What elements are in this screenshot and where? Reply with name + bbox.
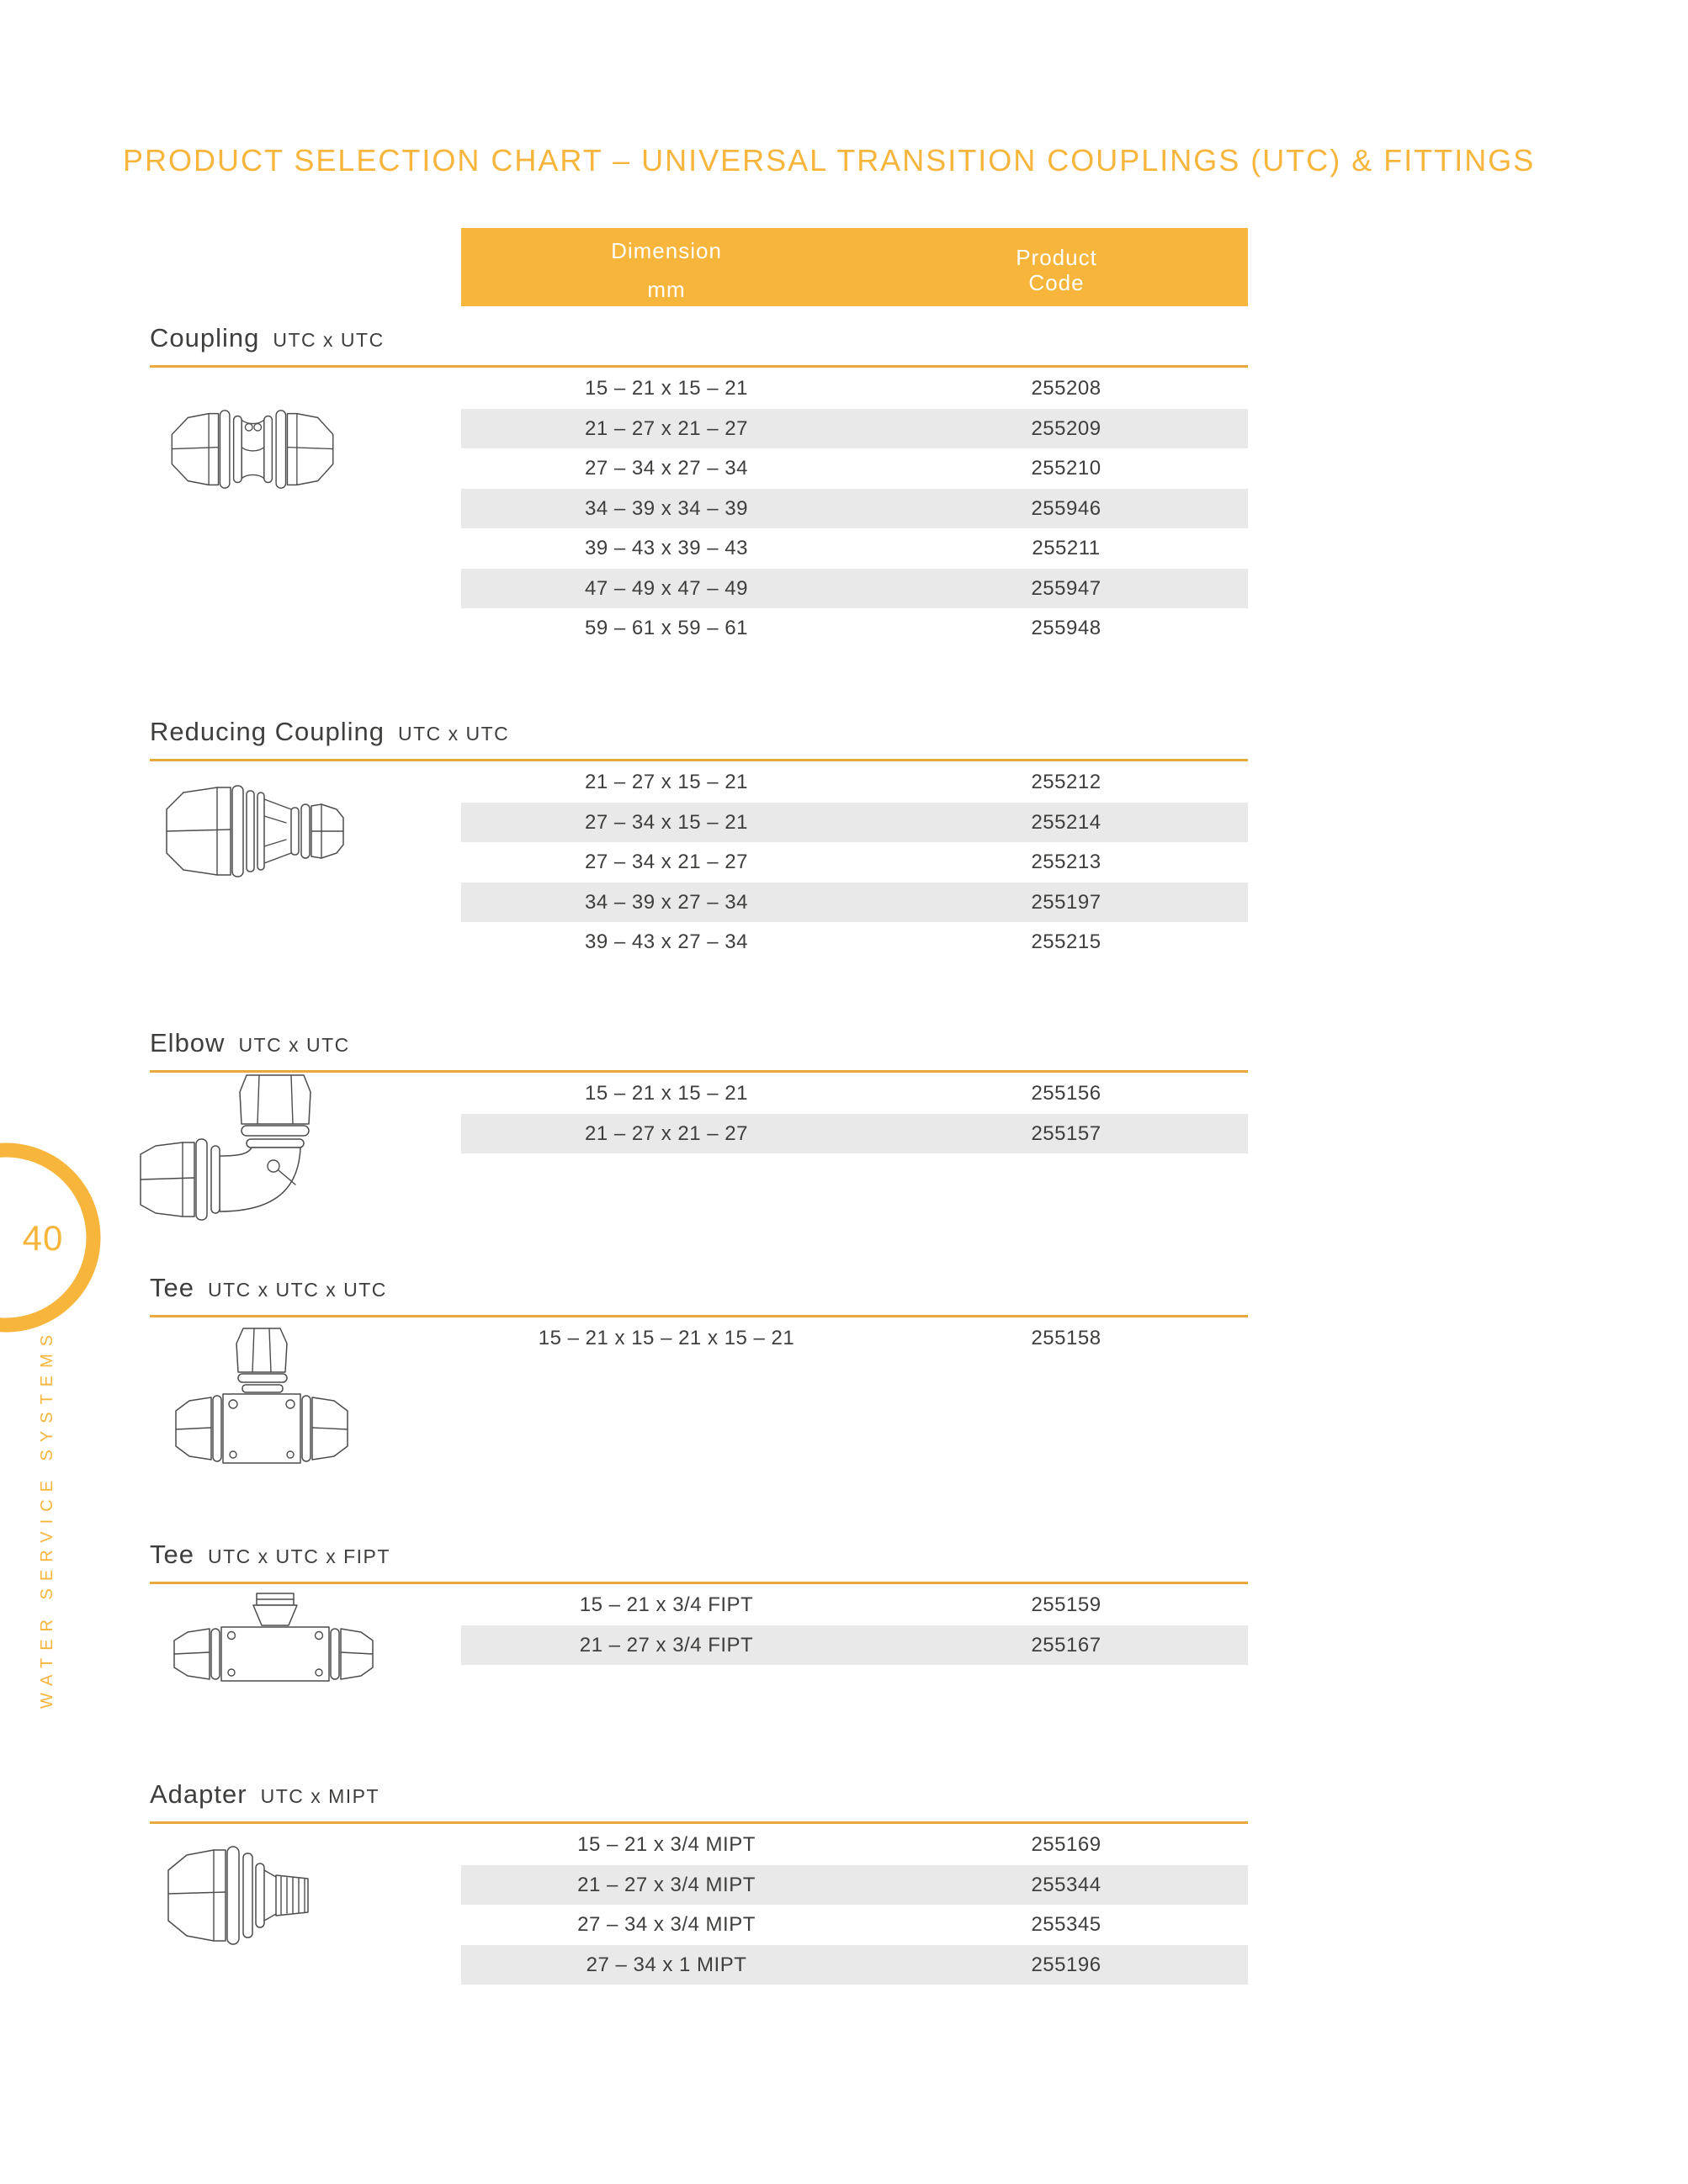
section-subtitle: UTC x MIPT xyxy=(260,1785,380,1807)
section-title: Adapter xyxy=(150,1779,247,1809)
product-section xyxy=(0,1273,1688,1349)
elbow-illustration xyxy=(139,1073,337,1246)
section-underline xyxy=(150,1315,1248,1317)
reducing-coupling-illustration xyxy=(165,784,346,878)
dimension-cell: 27 – 34 x 3/4 MIPT xyxy=(577,1913,756,1936)
dimension-cell: 39 – 43 x 27 – 34 xyxy=(585,930,748,953)
table-row xyxy=(461,762,1248,803)
dimension-column-header xyxy=(461,228,872,306)
tee-illustration xyxy=(173,1327,370,1470)
dimension-cell: 15 – 21 x 15 – 21 xyxy=(585,377,748,400)
table-row xyxy=(461,1585,1248,1625)
page-number: 40 xyxy=(22,1218,64,1258)
dimension-cell: 34 – 39 x 27 – 34 xyxy=(585,890,748,914)
table-row xyxy=(461,1905,1248,1945)
product-code-cell: 255211 xyxy=(1032,537,1101,559)
table-row xyxy=(461,569,1248,609)
table-row xyxy=(461,1073,1248,1114)
section-subtitle: UTC x UTC xyxy=(238,1034,350,1056)
section-heading xyxy=(150,1028,350,1065)
section-rows xyxy=(461,368,1248,649)
dimension-cell: 27 – 34 x 1 MIPT xyxy=(586,1953,747,1976)
section-subtitle: UTC x UTC xyxy=(273,329,385,351)
product-code-cell: 255196 xyxy=(1031,1953,1101,1976)
section-title: Tee xyxy=(150,1273,194,1302)
product-code-cell: 255157 xyxy=(1031,1121,1101,1145)
dimension-cell: 15 – 21 x 15 – 21 x 15 – 21 xyxy=(538,1327,795,1349)
product-code-column-header xyxy=(865,228,1248,306)
product-code-cell: 255208 xyxy=(1031,377,1101,400)
section-heading xyxy=(150,1779,380,1816)
dimension-cell: 27 – 34 x 21 – 27 xyxy=(585,851,748,873)
product-section xyxy=(0,1028,1688,1145)
dimension-cell: 39 – 43 x 39 – 43 xyxy=(585,537,748,559)
dimension-cell: 21 – 27 x 21 – 27 xyxy=(585,416,748,440)
product-code-cell: 255212 xyxy=(1031,771,1101,793)
section-subtitle: UTC x UTC x UTC xyxy=(207,1279,387,1301)
section-title: Coupling xyxy=(150,323,260,353)
table-row xyxy=(461,489,1248,529)
dimension-cell: 15 – 21 x 3/4 MIPT xyxy=(577,1833,756,1856)
product-code-cell: 255345 xyxy=(1031,1913,1101,1936)
product-code-cell: 255947 xyxy=(1031,576,1101,600)
table-row xyxy=(461,922,1248,962)
section-underline xyxy=(150,1821,1248,1824)
section-title: Reducing Coupling xyxy=(150,717,385,746)
product-section xyxy=(0,323,1688,639)
table-row xyxy=(461,1945,1248,1985)
product-code-cell: 255215 xyxy=(1031,930,1101,953)
product-section xyxy=(0,1540,1688,1657)
section-rows xyxy=(461,1585,1248,1665)
product-code-cell: 255948 xyxy=(1031,617,1101,639)
dimension-cell: 21 – 27 x 15 – 21 xyxy=(585,771,748,793)
product-code-cell: 255167 xyxy=(1031,1633,1101,1657)
product-code-cell: 255214 xyxy=(1031,810,1101,834)
table-row xyxy=(461,368,1248,409)
product-code-cell: 255946 xyxy=(1031,496,1101,520)
table-row xyxy=(461,842,1248,883)
dimension-cell: 15 – 21 x 3/4 FIPT xyxy=(579,1593,754,1616)
dimension-cell: 27 – 34 x 15 – 21 xyxy=(585,810,748,834)
section-title: Elbow xyxy=(150,1028,226,1058)
tee-fipt-illustration xyxy=(173,1592,374,1688)
section-underline xyxy=(150,1582,1248,1584)
dimension-cell: 27 – 34 x 27 – 34 xyxy=(585,457,748,480)
code-header-label: Code xyxy=(1028,270,1085,295)
section-rows xyxy=(461,1825,1248,1985)
table-row xyxy=(461,1625,1248,1666)
dimension-header-label: Dimension xyxy=(611,238,722,263)
adapter-illustration xyxy=(165,1845,342,1946)
section-heading xyxy=(150,1540,390,1577)
section-rows xyxy=(461,1073,1248,1153)
product-code-cell: 255197 xyxy=(1031,890,1101,914)
product-code-cell: 255344 xyxy=(1031,1873,1101,1896)
dimension-cell: 59 – 61 x 59 – 61 xyxy=(585,617,748,639)
product-code-cell: 255209 xyxy=(1031,416,1101,440)
table-row xyxy=(461,1865,1248,1906)
section-underline xyxy=(150,365,1248,368)
product-code-cell: 255158 xyxy=(1031,1327,1101,1349)
product-header-label: Product xyxy=(1016,245,1097,270)
section-subtitle: UTC x UTC xyxy=(397,723,510,745)
table-row xyxy=(461,528,1248,569)
section-rows xyxy=(461,1318,1248,1359)
section-subtitle: UTC x UTC x FIPT xyxy=(207,1545,390,1567)
section-heading xyxy=(150,323,385,360)
page-title: PRODUCT SELECTION CHART – UNIVERSAL TRANSITION COUPLINGS (UTC) & FITTINGS xyxy=(123,143,1536,178)
dimension-cell: 21 – 27 x 21 – 27 xyxy=(585,1121,748,1145)
dimension-cell: 15 – 21 x 15 – 21 xyxy=(585,1082,748,1105)
table-header xyxy=(461,228,1248,306)
table-row xyxy=(461,409,1248,449)
table-row xyxy=(461,608,1248,649)
product-code-cell: 255159 xyxy=(1031,1593,1101,1616)
product-section xyxy=(0,717,1688,953)
section-rows xyxy=(461,762,1248,962)
product-code-cell: 255169 xyxy=(1031,1833,1101,1856)
dimension-cell: 21 – 27 x 3/4 MIPT xyxy=(577,1873,756,1896)
section-underline xyxy=(150,759,1248,761)
table-row xyxy=(461,883,1248,923)
section-heading xyxy=(150,1273,387,1310)
table-row xyxy=(461,1825,1248,1865)
product-section xyxy=(0,1779,1688,1976)
table-row xyxy=(461,803,1248,843)
table-row xyxy=(461,448,1248,489)
dimension-cell: 21 – 27 x 3/4 FIPT xyxy=(579,1633,754,1657)
product-code-cell: 255156 xyxy=(1031,1082,1101,1105)
section-underline xyxy=(150,1070,1248,1073)
sidebar-vertical-text: WATER SERVICE SYSTEMS xyxy=(38,1327,56,1709)
dimension-cell: 34 – 39 x 34 – 39 xyxy=(585,496,748,520)
section-title: Tee xyxy=(150,1540,194,1569)
dimension-unit-label: mm xyxy=(647,277,686,302)
table-row xyxy=(461,1114,1248,1154)
section-heading xyxy=(150,717,509,754)
table-row xyxy=(461,1318,1248,1359)
product-code-cell: 255210 xyxy=(1031,457,1101,480)
coupling-illustration xyxy=(167,407,339,491)
product-code-cell: 255213 xyxy=(1031,851,1101,873)
dimension-cell: 47 – 49 x 47 – 49 xyxy=(585,576,748,600)
